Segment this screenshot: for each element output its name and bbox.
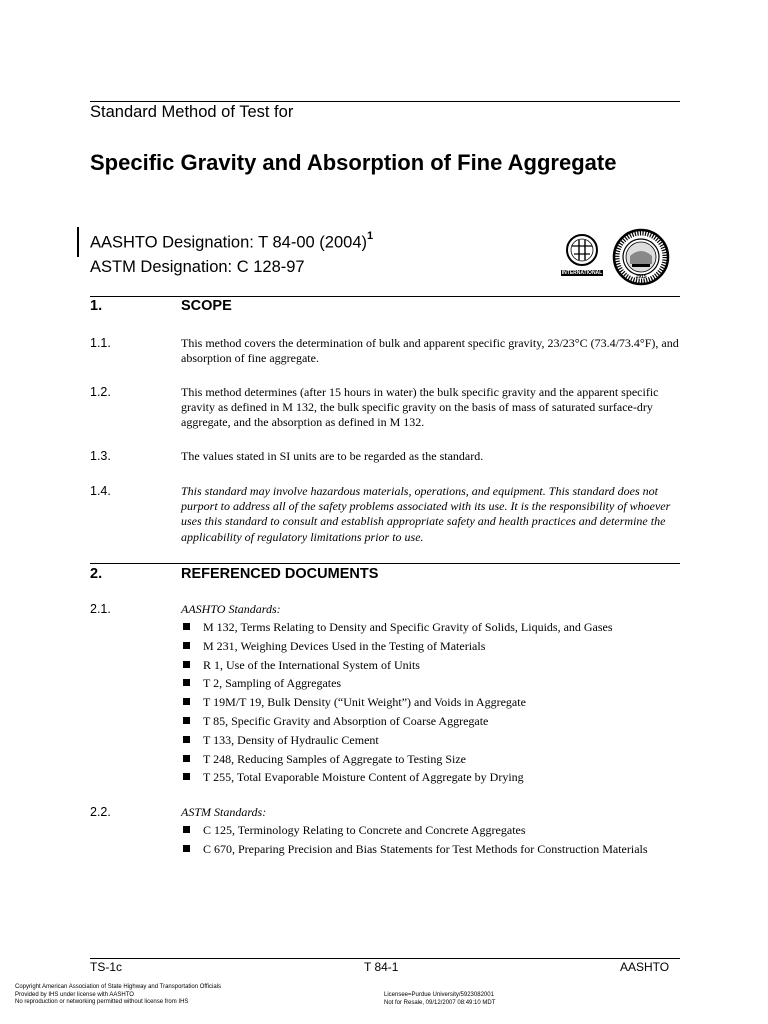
para-2-1-number: 2.1. (90, 602, 111, 616)
list-item: C 670, Preparing Precision and Bias Statements for Test Methods for Construction Materials (183, 840, 648, 859)
para-1-4-text: This standard may involve hazardous materials, operations, and equipment. This standard does not purport to address all of the safety problems associated with its use. It is the responsibility of whoever uses this standard to consult and establish appropriate safety and health practices and determine the applicability of regulatory limitations prior to use. (181, 484, 671, 544)
para-1-2-text: This method determines (after 15 hours in water) the bulk specific gravity and the apparent specific gravity as defined in M 132, the bulk specific gravity on the basis of mass of saturated surface-dry aggregate, and the absorption as defined in M 132. (181, 385, 659, 430)
list-item: T 133, Density of Hydraulic Cement (183, 731, 613, 750)
astm-standards-heading: ASTM Standards: (181, 805, 267, 819)
bullet-icon (183, 623, 190, 630)
section-1-rule (90, 296, 680, 297)
bullet-icon (183, 679, 190, 686)
document-title: Specific Gravity and Absorption of Fine Aggregate (90, 150, 617, 175)
copyright-notice: Copyright American Association of State Highway and Transportation Officials Provided by IHS under license with AASHTO No reproduction or networking permitted without license from IHS (15, 984, 221, 1005)
aashto-standards-heading: AASHTO Standards: (181, 602, 281, 616)
footnote-mark: 1 (367, 230, 374, 242)
astm-logo-text: INTERNATIONAL (561, 270, 603, 276)
aashto-designation (90, 232, 373, 253)
para-1-4-number: 1.4. (90, 484, 111, 498)
para-1-3-text: The values stated in SI units are to be regarded as the standard. (181, 449, 484, 463)
aashto-standards-list (183, 618, 613, 787)
aashto-seal (612, 228, 670, 286)
list-item: T 2, Sampling of Aggregates (183, 674, 613, 693)
list-item: T 19M/T 19, Bulk Density (“Unit Weight”) and Voids in Aggregate (183, 693, 613, 712)
list-item: R 1, Use of the International System of Units (183, 656, 613, 675)
seal-year: 1915 (635, 274, 647, 280)
list-item: C 125, Terminology Relating to Concrete and Concrete Aggregates (183, 821, 648, 840)
bullet-icon (183, 826, 190, 833)
footer-rule (90, 958, 680, 959)
list-item: M 231, Weighing Devices Used in the Testing of Materials (183, 637, 613, 656)
section-1-title: SCOPE (181, 298, 232, 314)
aashto-designation-text: AASHTO Designation: T 84-00 (2004) (90, 233, 367, 252)
list-item: T 85, Specific Gravity and Absorption of Coarse Aggregate (183, 712, 613, 731)
para-1-1-number: 1.1. (90, 336, 111, 350)
astm-designation: ASTM Designation: C 128-97 (90, 258, 305, 276)
document-subtitle: Standard Method of Test for (90, 103, 294, 121)
revision-bar (77, 227, 79, 257)
list-item: T 255, Total Evaporable Moisture Content of Aggregate by Drying (183, 768, 613, 787)
footer-left: TS-1c (90, 960, 123, 974)
license-notice: Licensee=Purdue University/5923082001 Not for Resale, 09/12/2007 08:49:10 MDT (384, 992, 496, 1006)
section-1-number: 1. (90, 298, 103, 314)
section-2-title: REFERENCED DOCUMENTS (181, 566, 379, 582)
section-2-number: 2. (90, 566, 103, 582)
list-item: T 248, Reducing Samples of Aggregate to Testing Size (183, 750, 613, 769)
bullet-icon (183, 698, 190, 705)
astm-standards-list (183, 821, 648, 859)
bullet-icon (183, 773, 190, 780)
para-1-1-text: This method covers the determination of bulk and apparent specific gravity, 23/23°C (73.4/73.4°F), and absorption of fine aggregate. (181, 336, 679, 366)
footer-page-number: T 84-1 (364, 960, 399, 974)
para-1-2-number: 1.2. (90, 385, 111, 399)
bullet-icon (183, 642, 190, 649)
para-2-2-number: 2.2. (90, 805, 111, 819)
bullet-icon (183, 736, 190, 743)
para-1-3-number: 1.3. (90, 449, 111, 463)
footer-right: AASHTO (620, 960, 670, 974)
bullet-icon (183, 755, 190, 762)
top-rule (90, 101, 680, 102)
astm-logo (557, 232, 607, 280)
list-item: M 132, Terms Relating to Density and Specific Gravity of Solids, Liquids, and Gases (183, 618, 613, 637)
section-2-rule (90, 563, 680, 564)
bullet-icon (183, 661, 190, 668)
bullet-icon (183, 845, 190, 852)
bullet-icon (183, 717, 190, 724)
